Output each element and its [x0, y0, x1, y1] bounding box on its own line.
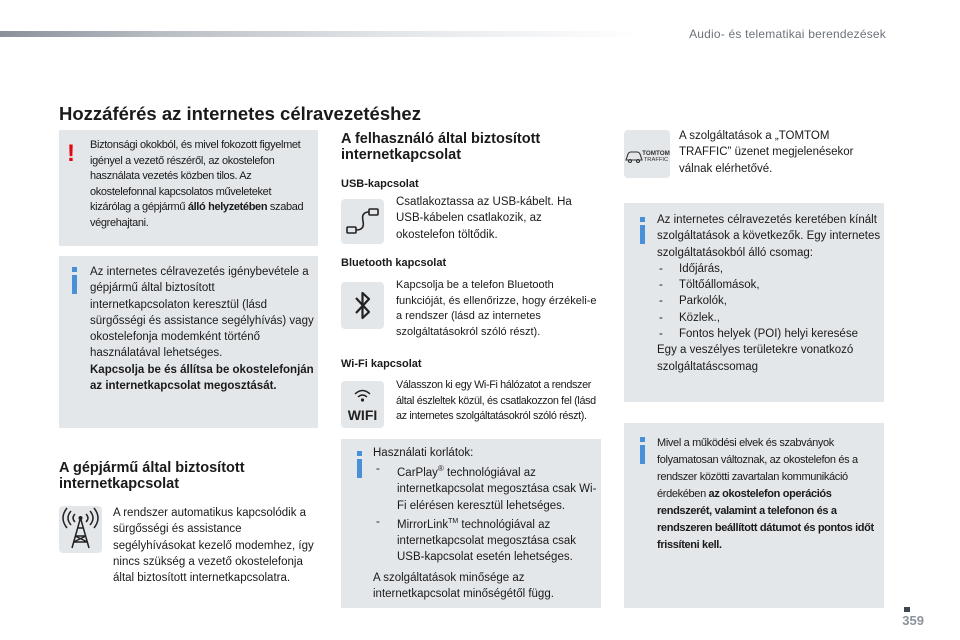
info-text [90, 264, 316, 394]
vehicle-section-text: A rendszer automatikus kapcsolódik a sürgősségi és assistance segélyhívásokat kezelő modemhez, így nincs szükség a vezető okostelefonja által biztosított internetkapcsolatra. [113, 507, 314, 585]
services-item: - Fontos helyek (POI) helyi keresése [657, 326, 881, 342]
usb-label: USB-kapcsolat [341, 178, 419, 190]
antenna-tower-icon [59, 506, 102, 553]
info-icon [353, 451, 367, 479]
wifi-icon-text: WIFI [347, 407, 378, 423]
services-content [657, 212, 881, 375]
limits-item: - CarPlay® technológiával az internetkapcsolat megosztása csak Wi-Fi elérésen keresztül lehetséges. [373, 461, 601, 514]
standards-text [657, 435, 881, 554]
warning-box [59, 130, 318, 246]
info-icon [68, 267, 82, 295]
services-item: - Töltőállomások, [657, 277, 881, 293]
limits-footer: A szolgáltatások minősége az internetkapcsolat minőségétől függ. [373, 571, 554, 601]
usb-text: Csatlakoztassa az USB-kábelt. Ha USB-kábelen csatlakozik, az okostelefon töltődik. [396, 196, 572, 241]
tomtom-text: A szolgáltatások a „TOMTOM TRAFFIC” üzenet megjelenésekor válnak elérhetővé. [679, 130, 854, 175]
services-info-box [624, 203, 884, 402]
user-section-title: A felhasználó által biztosított internetkapcsolat [341, 131, 541, 163]
tomtom-icon-line1: TOMTOM [642, 150, 670, 157]
standards-text-main: Mivel a működési elvek és szabványok folyamatosan változnak, az okostelefon és a rendszer közötti zavartalan kommunikáció érdekében [657, 437, 858, 500]
page-title: Hozzáférés az internetes célravezetéshez [59, 103, 421, 124]
limits-list [373, 461, 601, 565]
services-list [657, 261, 881, 342]
limits-content [373, 445, 601, 602]
services-intro: Az internetes célravezetés keretében kínált szolgáltatások a következők. Egy internetes szolgáltatásokból álló csomag: [657, 214, 881, 259]
warning-text-prefix: Biztonsági okokból, és mivel fokozott figyelmet igényel a vezető részéről, az okostelefon használata vezetés közben tilos. Az okostelefonnal kapcsolatos műveleteket kizárólag a gépjármű [90, 139, 301, 213]
standards-info-box [624, 423, 884, 608]
info-text-main: Az internetes célravezetés igénybevétele a gépjármű által biztosított internetkapcsolaton keresztül (lásd sürgősségi és assistance segélyhívás) vagy okostelefonja modemként történő használatával lehetséges. [90, 266, 314, 360]
info-text-bold: Kapcsolja be és állítsa be okostelefonján az internetkapcsolat megosztását. [90, 363, 314, 393]
limits-item: - MirrorLink™ technológiával az internetkapcsolat megosztása csak USB-kapcsolat esetén lehetséges. [373, 514, 601, 566]
usb-cable-icon [341, 199, 384, 244]
services-item: - Parkolók, [657, 293, 881, 309]
services-item: - Időjárás, [657, 261, 881, 277]
vehicle-section-title: A gépjármű által biztosított internetkapcsolat [59, 460, 245, 492]
page-number: 359 [902, 613, 924, 628]
tomtom-icon-line2: TRAFFIC [643, 157, 669, 163]
wifi-label: Wi-Fi kapcsolat [341, 358, 422, 370]
standards-text-bold: az okostelefon operációs rendszerét, valamint a telefonon és a rendszeren beállított dátumot és pontos időt frissíteni kell. [657, 488, 874, 551]
tomtom-traffic-icon [624, 130, 670, 178]
bluetooth-label: Bluetooth kapcsolat [341, 257, 447, 269]
bluetooth-text: Kapcsolja be a telefon Bluetooth funkcióját, és ellenőrizze, hogy érzékeli-e a rendszer (lásd az internetes szolgáltatásokról szóló részt). [396, 279, 597, 338]
wifi-icon [341, 381, 384, 428]
section-header: Audio- és telematikai berendezések [689, 27, 886, 41]
warning-text [90, 138, 313, 231]
info-icon [636, 217, 650, 245]
warning-exclamation-icon: ! [67, 140, 75, 167]
services-footer: Egy a veszélyes területekre vonatkozó szolgáltatáscsomag [657, 344, 854, 373]
services-item: - Közlek., [657, 310, 881, 326]
info-icon [636, 437, 650, 465]
bluetooth-icon [341, 282, 384, 329]
info-box-internet-navigation [59, 256, 318, 428]
wifi-text: Válasszon ki egy Wi-Fi hálózatot a rendszer által észleltek közül, és csatlakozzon fel (lásd az internetes szolgáltatásokról szóló részt). [396, 379, 596, 422]
warning-text-suffix: szabad végrehajtani. [90, 201, 304, 229]
limits-info-box [341, 439, 601, 608]
warning-text-bold: álló helyzetében [187, 201, 268, 213]
header-decor-bar [0, 31, 640, 37]
limits-title: Használati korlátok: [373, 447, 474, 459]
